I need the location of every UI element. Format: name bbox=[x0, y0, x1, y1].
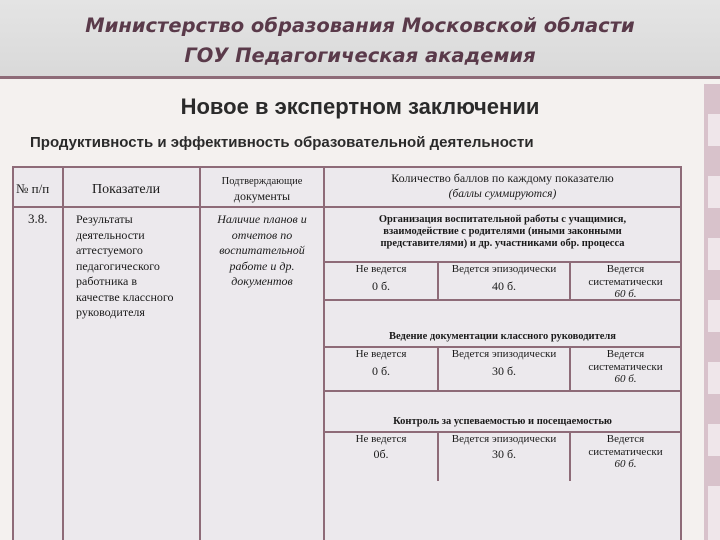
slide-header bbox=[0, 0, 720, 78]
indicator-line: аттестуемого bbox=[76, 243, 143, 257]
level-label: Не ведется bbox=[355, 263, 407, 275]
level-points: 30 б. bbox=[491, 446, 517, 461]
level-label: систематически bbox=[588, 275, 663, 288]
indicator-line: деятельности bbox=[76, 227, 145, 242]
level-points: 40 б. bbox=[491, 278, 517, 293]
level-systematic bbox=[571, 348, 680, 386]
indicator-line: качестве классного bbox=[76, 289, 174, 304]
documents-text bbox=[201, 212, 323, 290]
level-label: систематически bbox=[588, 445, 663, 458]
level-label: Ведется bbox=[606, 263, 645, 275]
criterion-title-line: взаимодействие с родителями (иными законными bbox=[383, 226, 622, 238]
level-label: Не ведется bbox=[355, 433, 407, 445]
slide-subtitle: Продуктивность и эффективность образовательной деятельности bbox=[30, 134, 534, 151]
documents-line: работе и др. bbox=[229, 258, 295, 273]
row-number: 3.8. bbox=[28, 211, 48, 226]
header-number: № п/п bbox=[16, 181, 50, 196]
header-divider bbox=[0, 76, 720, 79]
header-indicator: Показатели bbox=[92, 182, 161, 197]
level-points: 0б. bbox=[373, 446, 389, 461]
indicator-line: Результаты bbox=[76, 212, 133, 226]
documents-line: документов bbox=[231, 274, 293, 288]
level-not-conducted bbox=[325, 263, 437, 293]
level-episodic bbox=[439, 348, 569, 378]
side-bar-segment bbox=[708, 208, 720, 238]
level-not-conducted bbox=[325, 433, 437, 461]
side-bar-segment bbox=[708, 270, 720, 300]
indicator-line: педагогического bbox=[76, 258, 160, 273]
indicator-line: руководителя bbox=[76, 305, 145, 319]
documents-line: Наличие планов и bbox=[217, 212, 307, 226]
header-points-line2: (баллы суммируются) bbox=[448, 188, 557, 200]
documents-line: воспитательной bbox=[219, 243, 305, 257]
criterion-title-line: Ведение документации классного руководителя bbox=[389, 331, 616, 342]
table-border bbox=[12, 166, 14, 540]
header-points-line1: Количество баллов по каждому показателю bbox=[391, 171, 614, 185]
criterion-title bbox=[325, 214, 680, 250]
academy-title: ГОУ Педагогическая академия bbox=[184, 44, 536, 67]
table-border bbox=[12, 166, 682, 168]
indicator-text bbox=[76, 212, 174, 321]
level-points: 60 б. bbox=[614, 458, 637, 471]
criteria-divider bbox=[323, 390, 682, 392]
level-points: 30 б. bbox=[491, 363, 517, 378]
level-label: Не ведется bbox=[355, 348, 407, 360]
criterion-title-line: представителями) и др. участниками обр. процесса bbox=[380, 238, 625, 250]
level-label: Ведется эпизодически bbox=[451, 348, 557, 360]
side-bar-segment bbox=[708, 332, 720, 362]
level-points: 60 б. bbox=[614, 288, 637, 301]
criterion-title bbox=[325, 416, 680, 428]
level-systematic bbox=[571, 433, 680, 471]
level-episodic bbox=[439, 433, 569, 461]
level-not-conducted bbox=[325, 348, 437, 378]
level-episodic bbox=[439, 263, 569, 293]
level-points: 0 б. bbox=[371, 278, 391, 293]
decorative-side-bar bbox=[704, 84, 720, 540]
header-row-divider bbox=[12, 206, 682, 208]
side-bar-segment bbox=[708, 394, 720, 424]
slide-title: Новое в экспертном заключении bbox=[180, 94, 540, 119]
criterion-title-line: Контроль за успеваемостью и посещаемостью bbox=[393, 416, 612, 427]
evaluation-table bbox=[12, 166, 682, 540]
side-bar-segment bbox=[708, 146, 720, 176]
criterion-title-line: Организация воспитательной работы с учащимися, bbox=[378, 214, 627, 225]
level-systematic bbox=[571, 263, 680, 301]
header-documents-line1: Подтверждающие bbox=[221, 176, 303, 187]
ministry-title: Министерство образования Московской области bbox=[85, 14, 635, 37]
table-border bbox=[680, 166, 682, 540]
header-documents-line2: документы bbox=[233, 189, 291, 203]
criterion-title bbox=[325, 331, 680, 343]
side-bar-segment bbox=[708, 456, 720, 486]
level-points: 60 б. bbox=[614, 373, 637, 386]
level-label: систематически bbox=[588, 360, 663, 373]
level-label: Ведется bbox=[606, 348, 645, 360]
table-column-divider bbox=[62, 166, 64, 540]
documents-line: отчетов по bbox=[231, 227, 293, 242]
level-label: Ведется эпизодически bbox=[451, 433, 557, 445]
level-label: Ведется эпизодически bbox=[451, 263, 557, 275]
level-points: 0 б. bbox=[371, 363, 391, 378]
indicator-line: работника в bbox=[76, 274, 138, 288]
level-label: Ведется bbox=[606, 433, 645, 445]
